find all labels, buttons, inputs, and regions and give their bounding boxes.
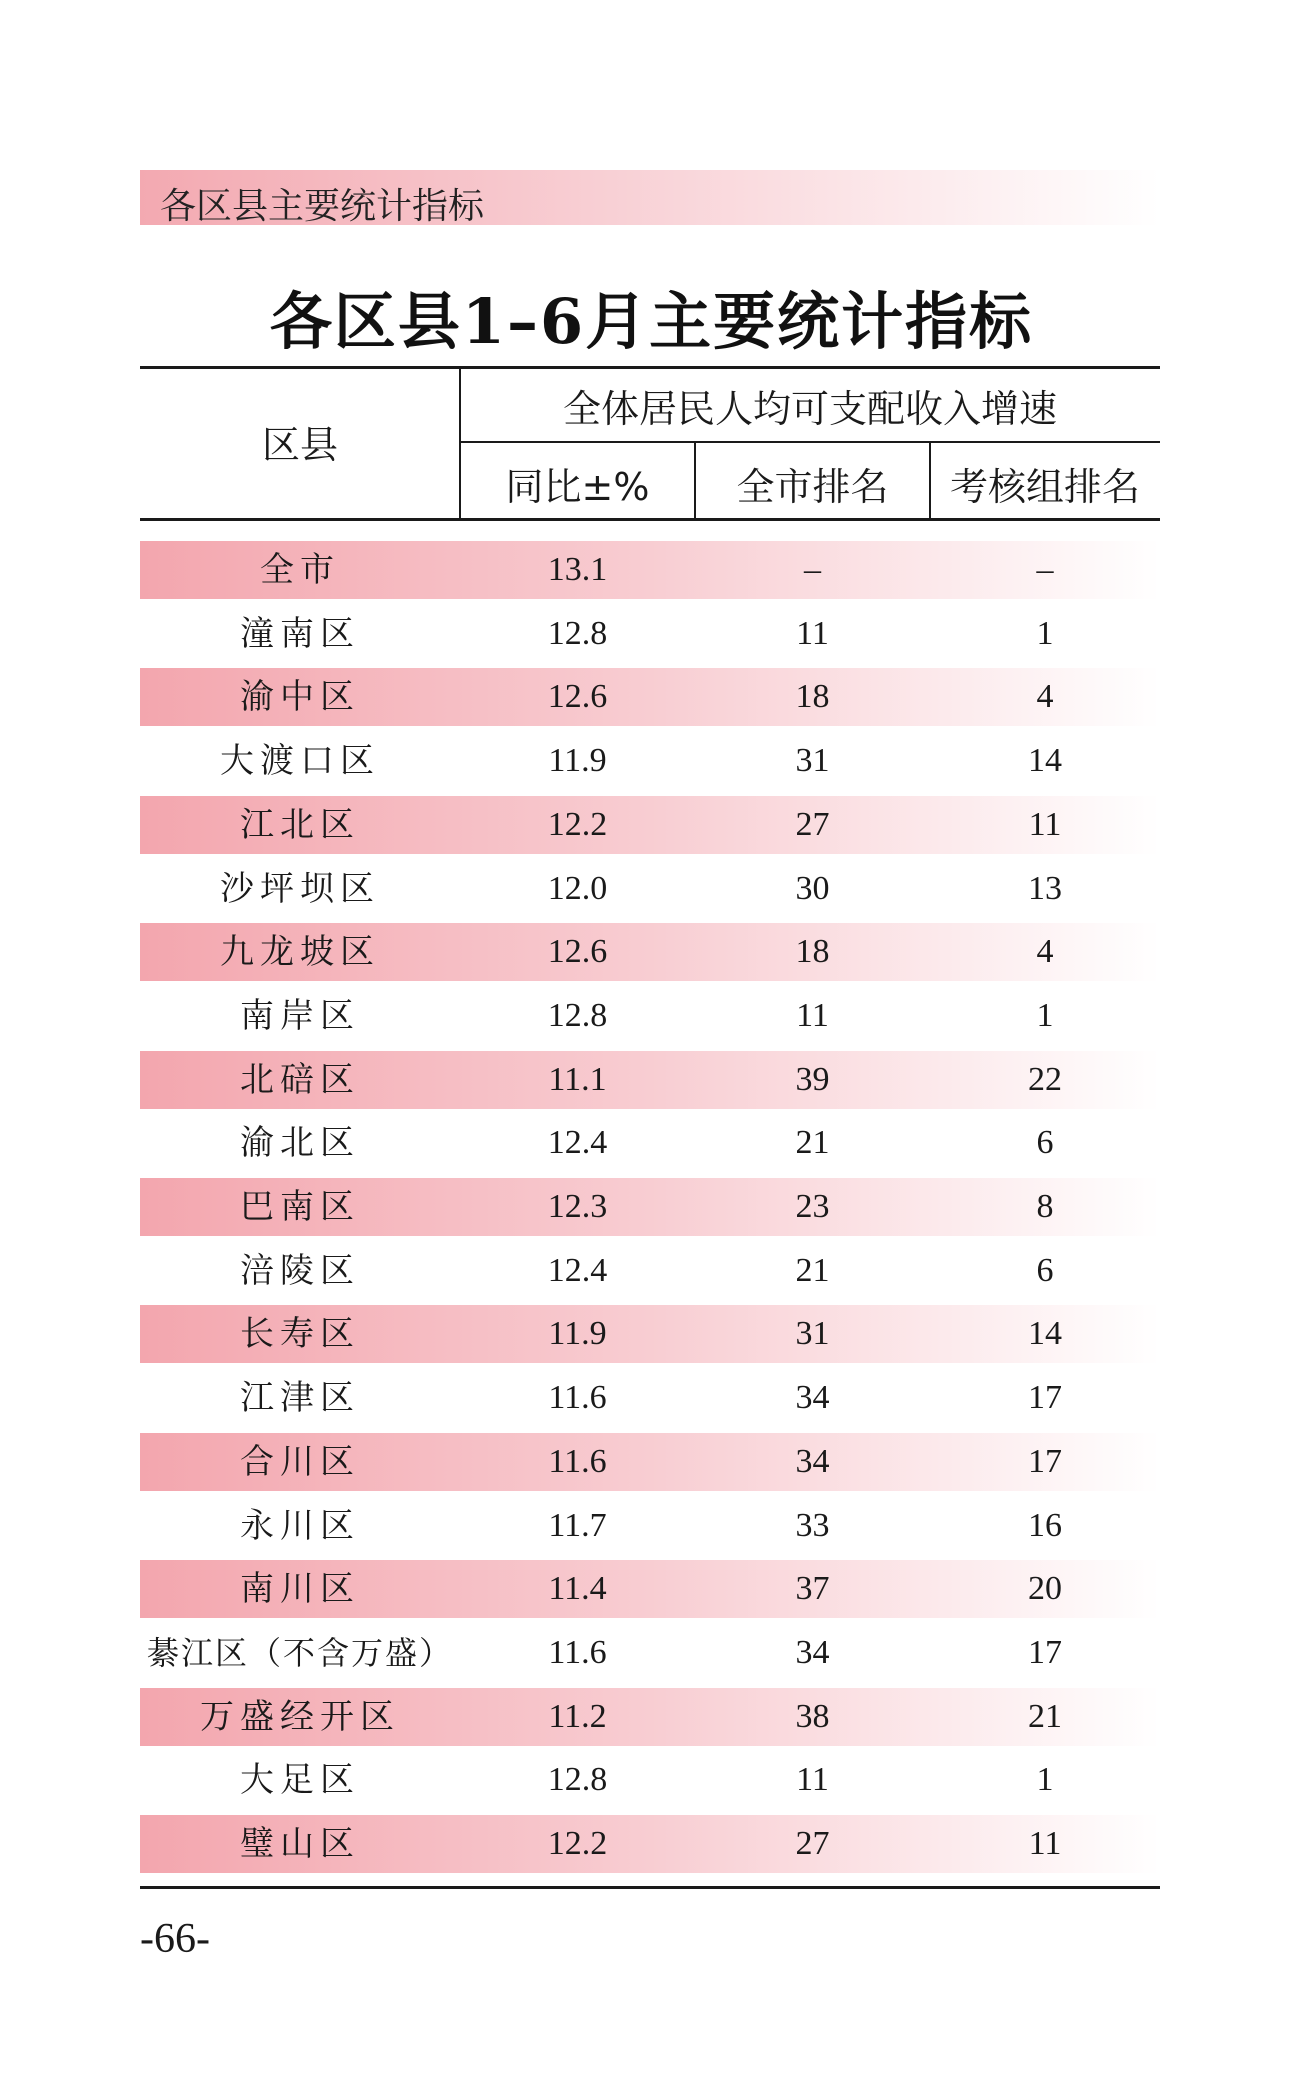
table-row bbox=[140, 1242, 1160, 1300]
section-banner bbox=[140, 170, 1160, 225]
table-row bbox=[140, 1114, 1160, 1172]
section-label: 各区县主要统计指标 bbox=[160, 186, 485, 227]
group-rank-value: 11 bbox=[1028, 1825, 1062, 1862]
yoy-value: 12.8 bbox=[547, 615, 608, 652]
district-name: 江津区 bbox=[240, 1378, 360, 1418]
city-rank-value: 11 bbox=[796, 1761, 829, 1798]
city-rank-value: 31 bbox=[795, 742, 830, 779]
group-rank-value: 1 bbox=[1036, 997, 1054, 1034]
district-name: 大渡口区 bbox=[220, 741, 380, 781]
district-name: 巴南区 bbox=[240, 1187, 360, 1227]
table-row bbox=[140, 1560, 1160, 1618]
district-name: 全市 bbox=[260, 550, 340, 590]
table-top-rule bbox=[140, 366, 1160, 369]
table-bottom-rule bbox=[140, 1886, 1160, 1889]
table-row bbox=[140, 1815, 1160, 1873]
yoy-value: 12.0 bbox=[547, 870, 608, 907]
city-rank-value: 38 bbox=[795, 1698, 830, 1735]
group-rank-value: 14 bbox=[1028, 1315, 1062, 1352]
page-title: 各区县1–6月主要统计指标 bbox=[269, 285, 1034, 358]
city-rank-value: 21 bbox=[795, 1124, 830, 1161]
group-rank-value: 13 bbox=[1028, 870, 1062, 907]
group-rank-value: 1 bbox=[1036, 615, 1054, 652]
group-rank-value: 20 bbox=[1028, 1570, 1062, 1607]
yoy-value: 12.6 bbox=[547, 933, 608, 970]
group-rank-value: 22 bbox=[1028, 1061, 1062, 1098]
table-row bbox=[140, 668, 1160, 726]
header-city-rank: 全市排名 bbox=[736, 465, 889, 509]
district-name: 合川区 bbox=[240, 1442, 360, 1482]
city-rank-value: 34 bbox=[795, 1443, 830, 1480]
group-rank-value: 8 bbox=[1036, 1188, 1054, 1225]
city-rank-value: 34 bbox=[795, 1634, 830, 1671]
city-rank-value: 33 bbox=[795, 1507, 830, 1544]
group-rank-value: 17 bbox=[1028, 1379, 1062, 1416]
yoy-value: 12.4 bbox=[547, 1124, 608, 1161]
city-rank-value: 27 bbox=[795, 806, 830, 843]
city-rank-value: 11 bbox=[796, 615, 829, 652]
district-name: 涪陵区 bbox=[240, 1251, 360, 1291]
group-rank-value: 4 bbox=[1036, 678, 1054, 715]
district-name: 江北区 bbox=[240, 805, 360, 845]
district-name: 南川区 bbox=[240, 1569, 360, 1609]
yoy-value: 11.9 bbox=[548, 742, 607, 779]
district-name: 渝中区 bbox=[240, 677, 360, 717]
city-rank-value: 31 bbox=[795, 1315, 830, 1352]
district-name: 璧山区 bbox=[240, 1824, 360, 1864]
group-rank-value: 21 bbox=[1028, 1698, 1062, 1735]
yoy-value: 11.2 bbox=[548, 1698, 607, 1735]
group-rank-value: 14 bbox=[1028, 742, 1062, 779]
yoy-value: 12.2 bbox=[547, 806, 608, 843]
city-rank-value: – bbox=[804, 551, 821, 588]
table-row bbox=[140, 1305, 1160, 1363]
table-row bbox=[140, 605, 1160, 663]
table-row bbox=[140, 796, 1160, 854]
header-yoy: 同比±% bbox=[505, 465, 650, 509]
table-row bbox=[140, 1688, 1160, 1746]
yoy-value: 11.6 bbox=[548, 1379, 607, 1416]
district-name: 渝北区 bbox=[240, 1123, 360, 1163]
table-row bbox=[140, 732, 1160, 790]
district-name: 沙坪坝区 bbox=[220, 869, 380, 909]
table-row bbox=[140, 1051, 1160, 1109]
header-mid-rule bbox=[460, 441, 1160, 443]
group-rank-value: 11 bbox=[1028, 806, 1062, 843]
table-row bbox=[140, 1178, 1160, 1236]
table-row bbox=[140, 1751, 1160, 1809]
header-district: 区县 bbox=[261, 423, 338, 467]
district-name: 长寿区 bbox=[240, 1314, 360, 1354]
header-bottom-rule bbox=[140, 518, 1160, 521]
header-income-group: 全体居民人均可支配收入增速 bbox=[562, 387, 1057, 431]
table-row bbox=[140, 1369, 1160, 1427]
yoy-value: 12.8 bbox=[547, 997, 608, 1034]
yoy-value: 11.6 bbox=[548, 1634, 607, 1671]
yoy-value: 12.6 bbox=[547, 678, 608, 715]
group-rank-value: 17 bbox=[1028, 1443, 1062, 1480]
group-rank-value: 6 bbox=[1036, 1124, 1054, 1161]
group-rank-value: 6 bbox=[1036, 1252, 1054, 1289]
yoy-value: 11.1 bbox=[548, 1061, 607, 1098]
city-rank-value: 11 bbox=[796, 997, 829, 1034]
city-rank-value: 30 bbox=[795, 870, 830, 907]
district-name: 綦江区（不含万盛） bbox=[146, 1634, 453, 1672]
group-rank-value: 17 bbox=[1028, 1634, 1062, 1671]
table-row bbox=[140, 987, 1160, 1045]
district-name: 大足区 bbox=[240, 1760, 360, 1800]
table-row bbox=[140, 860, 1160, 918]
city-rank-value: 27 bbox=[795, 1825, 830, 1862]
yoy-value: 12.8 bbox=[547, 1761, 608, 1798]
header-group-rank: 考核组排名 bbox=[949, 465, 1140, 509]
city-rank-value: 18 bbox=[795, 678, 830, 715]
yoy-value: 11.6 bbox=[548, 1443, 607, 1480]
yoy-value: 12.3 bbox=[547, 1188, 608, 1225]
group-rank-value: 1 bbox=[1036, 1761, 1054, 1798]
page-number: -66- bbox=[140, 1916, 210, 1962]
yoy-value: 11.7 bbox=[548, 1507, 607, 1544]
group-rank-value: 4 bbox=[1036, 933, 1054, 970]
table-row bbox=[140, 1624, 1160, 1682]
district-name: 九龙坡区 bbox=[220, 932, 380, 972]
district-name: 潼南区 bbox=[240, 614, 360, 654]
city-rank-value: 23 bbox=[795, 1188, 830, 1225]
group-rank-value: 16 bbox=[1028, 1507, 1062, 1544]
city-rank-value: 21 bbox=[795, 1252, 830, 1289]
group-rank-value: – bbox=[1036, 551, 1054, 588]
district-name: 北碚区 bbox=[240, 1060, 360, 1100]
table-row bbox=[140, 1433, 1160, 1491]
table-row bbox=[140, 923, 1160, 981]
district-name: 万盛经开区 bbox=[200, 1697, 400, 1737]
yoy-value: 12.4 bbox=[547, 1252, 608, 1289]
district-name: 永川区 bbox=[240, 1506, 360, 1546]
city-rank-value: 39 bbox=[795, 1061, 830, 1098]
yoy-value: 11.9 bbox=[548, 1315, 607, 1352]
yoy-value: 11.4 bbox=[548, 1570, 607, 1607]
city-rank-value: 37 bbox=[795, 1570, 830, 1607]
table-row bbox=[140, 541, 1160, 599]
city-rank-value: 18 bbox=[795, 933, 830, 970]
yoy-value: 12.2 bbox=[547, 1825, 608, 1862]
city-rank-value: 34 bbox=[795, 1379, 830, 1416]
yoy-value: 13.1 bbox=[547, 551, 608, 588]
table-row bbox=[140, 1497, 1160, 1555]
district-name: 南岸区 bbox=[240, 996, 360, 1036]
